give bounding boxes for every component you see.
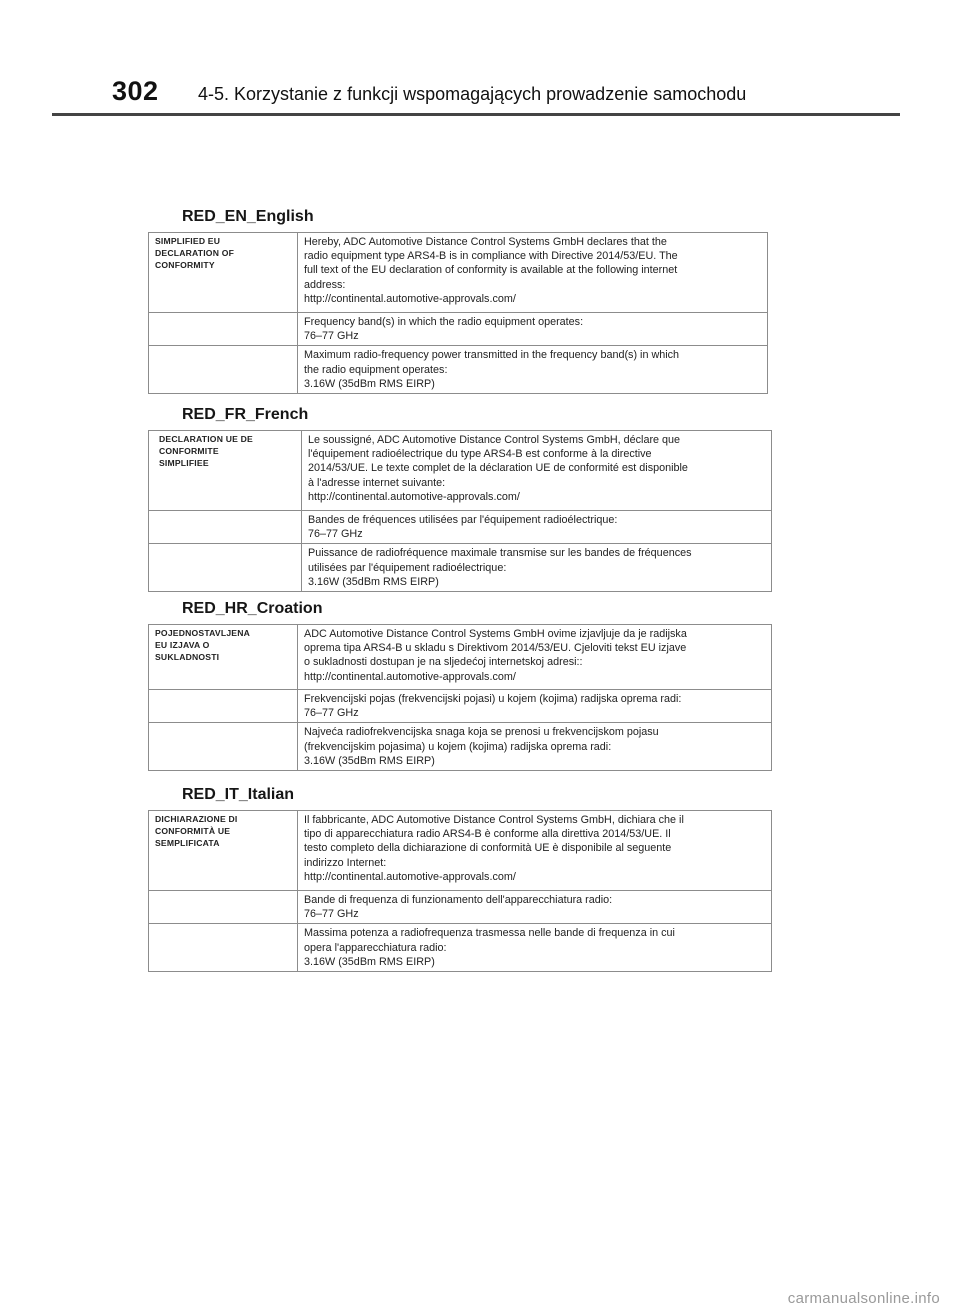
empty-label: [149, 346, 298, 394]
table-row: [149, 233, 768, 313]
text-line: Le soussigné, ADC Automotive Distance Control Systems GmbH, déclare que: [308, 434, 681, 446]
declaration-table: [148, 624, 772, 771]
table-row: [149, 924, 772, 972]
declaration-label: [149, 625, 298, 690]
approval-link: http://continental.automotive-approvals.com/: [308, 490, 520, 503]
table-row: [149, 690, 772, 723]
text-line: address:: [304, 278, 346, 291]
label-line: CONFORMITE: [159, 446, 219, 456]
text-line: tipo di apparecchiatura radio ARS4-B è conforme alla direttiva 2014/53/UE. Il: [304, 828, 671, 841]
text-line: full text of the EU declaration of conformity is available at the following internet: [304, 264, 678, 277]
section-title: RED_FR_French: [182, 406, 309, 423]
table-row: [149, 431, 772, 511]
label-line: SUKLADNOSTI: [155, 652, 220, 662]
empty-label: [149, 723, 298, 771]
page-header: [0, 0, 960, 118]
text-line: Frekvencijski pojas (frekvencijski pojasi) u kojem (kojima) radijska oprema radi:: [304, 693, 682, 705]
declaration-table: [148, 232, 768, 394]
page-number: 302: [112, 76, 159, 106]
frequency-text: [298, 891, 772, 924]
power-text: [298, 346, 768, 394]
text-line: oprema tipa ARS4-B u skladu s Direktivom 2014/53/EU. Cjeloviti tekst EU izjave: [304, 642, 687, 655]
table-row: [149, 313, 768, 346]
table-row: [149, 511, 772, 544]
power-value: 3.16W (35dBm RMS EIRP): [308, 575, 439, 588]
empty-label: [149, 690, 298, 723]
approval-link: http://continental.automotive-approvals.com/: [304, 870, 516, 883]
empty-label: [149, 313, 298, 346]
frequency-value: 76–77 GHz: [304, 707, 359, 720]
declaration-table: [148, 430, 772, 592]
text-line: Bande di frequenza di funzionamento dell'apparecchiatura radio:: [304, 894, 613, 906]
empty-label: [149, 891, 298, 924]
label-line: EU IZJAVA O: [155, 640, 210, 650]
approval-link: http://continental.automotive-approvals.com/: [304, 670, 516, 683]
text-line: utilisées par l'équipement radioélectrique:: [308, 561, 507, 574]
text-line: l'équipement radioélectrique du type ARS4-B est conforme à la directive: [308, 448, 652, 461]
label-line: POJEDNOSTAVLJENA: [155, 628, 251, 638]
text-line: o sukladnosti dostupan je na sljedećoj internetskoj adresi::: [304, 656, 583, 669]
power-text: [302, 544, 772, 592]
table-row: [149, 544, 772, 592]
text-line: 2014/53/UE. Le texte complet de la déclaration UE de conformité est disponible: [308, 462, 688, 475]
text-line: Puissance de radiofréquence maximale transmise sur les bandes de fréquences: [308, 547, 692, 560]
declaration-text: [302, 431, 772, 511]
chapter-title: 4-5. Korzystanie z funkcji wspomagających prowadzenie samochodu: [198, 84, 747, 104]
declaration-table: [148, 810, 772, 972]
empty-label: [149, 924, 298, 972]
frequency-text: [298, 313, 768, 346]
table-row: [149, 723, 772, 771]
label-line: SEMPLIFICATA: [155, 838, 220, 848]
approval-link: http://continental.automotive-approvals.com/: [304, 292, 516, 305]
text-line: Najveća radiofrekvencijska snaga koja se prenosi u frekvencijskom pojasu: [304, 726, 659, 739]
footer-watermark: carmanualsonline.info: [787, 1290, 940, 1307]
power-value: 3.16W (35dBm RMS EIRP): [304, 754, 435, 767]
power-text: [298, 924, 772, 972]
declaration-label: [149, 431, 302, 511]
declaration-label: [149, 233, 298, 313]
empty-label: [149, 544, 302, 592]
declaration-text: [298, 233, 768, 313]
text-line: ADC Automotive Distance Control Systems GmbH ovime izjavljuje da je radijska: [304, 628, 687, 640]
frequency-value: 76–77 GHz: [308, 528, 363, 541]
header-divider: [52, 113, 900, 116]
power-value: 3.16W (35dBm RMS EIRP): [304, 955, 435, 968]
text-line: Maximum radio-frequency power transmitted in the frequency band(s) in which: [304, 349, 680, 362]
frequency-value: 76–77 GHz: [304, 908, 359, 921]
frequency-text: [298, 690, 772, 723]
frequency-text: [302, 511, 772, 544]
section-title: RED_HR_Croation: [182, 600, 323, 617]
text-line: Bandes de fréquences utilisées par l'équipement radioélectrique:: [308, 514, 618, 526]
declaration-text: [298, 811, 772, 891]
text-line: (frekvencijskim pojasima) u kojem (kojima) radijska oprema radi:: [304, 740, 612, 753]
label-line: SIMPLIFIED EU: [155, 236, 221, 246]
text-line: radio equipment type ARS4-B is in compliance with Directive 2014/53/EU. The: [304, 250, 678, 263]
table-row: [149, 891, 772, 924]
text-line: Hereby, ADC Automotive Distance Control Systems GmbH declares that the: [304, 236, 667, 248]
text-line: the radio equipment operates:: [304, 363, 448, 376]
text-line: opera l'apparecchiatura radio:: [304, 941, 447, 954]
label-line: SIMPLIFIEE: [159, 458, 209, 468]
table-row: [149, 625, 772, 690]
label-line: CONFORMITÀ UE: [155, 826, 231, 836]
empty-label: [149, 511, 302, 544]
declaration-label: [149, 811, 298, 891]
text-line: Il fabbricante, ADC Automotive Distance Control Systems GmbH, dichiara che il: [304, 814, 684, 826]
section-title: RED_IT_Italian: [182, 786, 295, 803]
label-line: DICHIARAZIONE DI: [155, 814, 238, 824]
table-row: [149, 811, 772, 891]
text-line: indirizzo Internet:: [304, 856, 387, 869]
section-title: RED_EN_English: [182, 208, 314, 225]
text-line: Massima potenza a radiofrequenza trasmessa nelle bande di frequenza in cui: [304, 927, 675, 940]
text-line: à l'adresse internet suivante:: [308, 476, 446, 489]
text-line: Frequency band(s) in which the radio equipment operates:: [304, 316, 584, 328]
power-text: [298, 723, 772, 771]
declaration-text: [298, 625, 772, 690]
text-line: testo completo della dichiarazione di conformità UE è disponibile al seguente: [304, 842, 672, 855]
frequency-value: 76–77 GHz: [304, 330, 359, 343]
table-row: [149, 346, 768, 394]
label-line: DECLARATION UE DE: [159, 434, 253, 444]
label-line: CONFORMITY: [155, 260, 215, 270]
power-value: 3.16W (35dBm RMS EIRP): [304, 377, 435, 390]
label-line: DECLARATION OF: [155, 248, 235, 258]
